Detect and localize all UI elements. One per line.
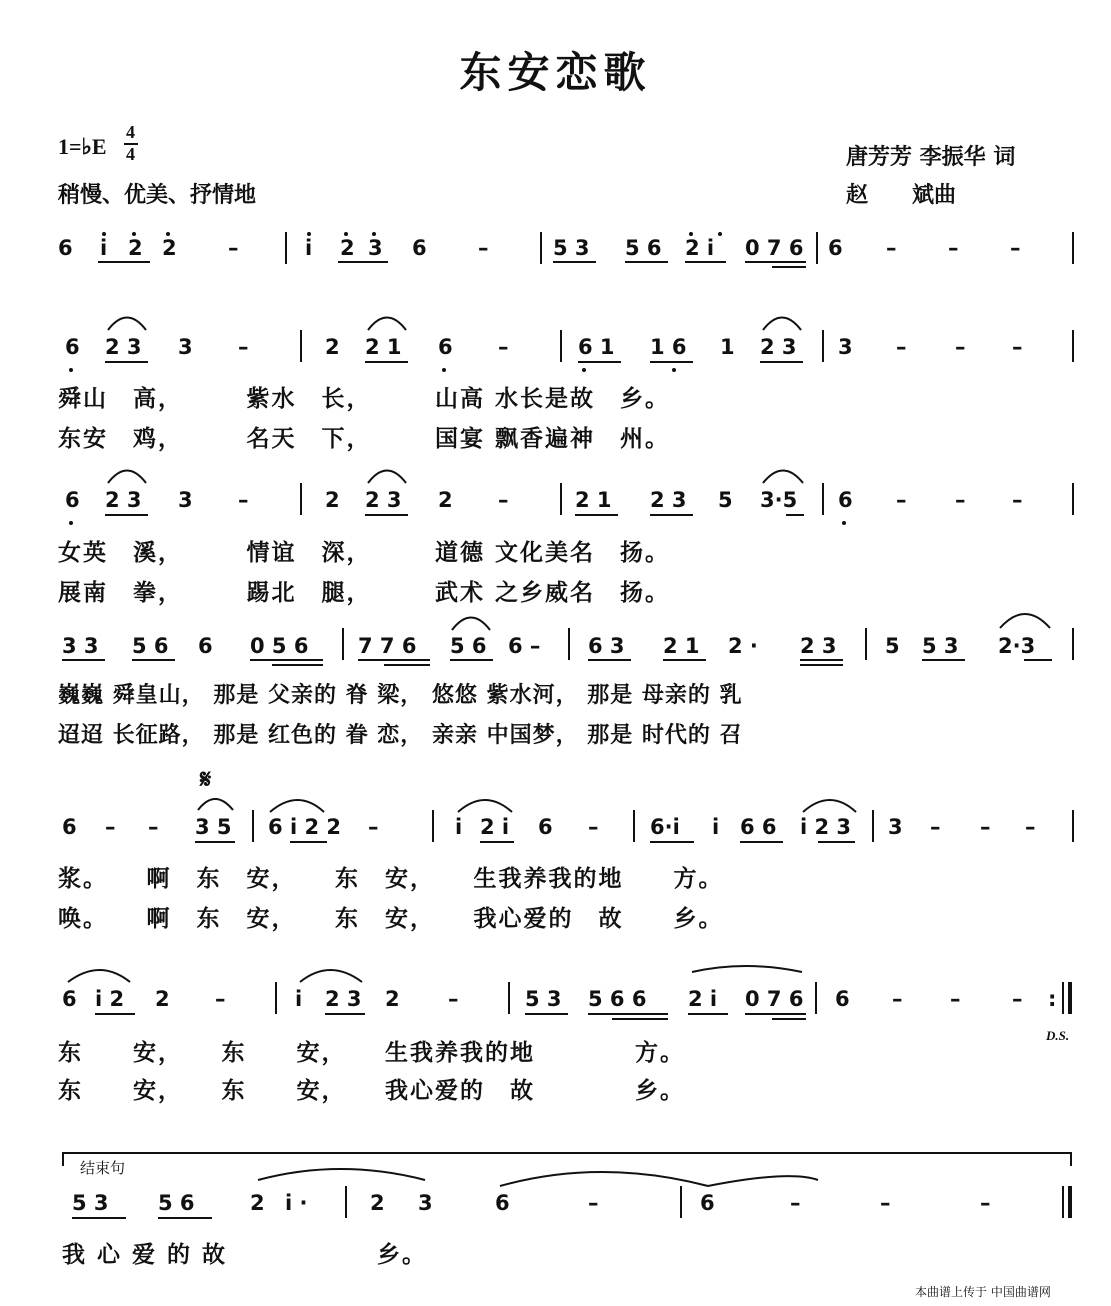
svg-text:i ·: i · <box>285 1191 308 1215</box>
svg-text:i: i <box>100 236 108 260</box>
barline <box>680 1186 682 1218</box>
svg-text:0 7 6: 0 7 6 <box>745 987 804 1011</box>
octave-dots-line-2 <box>69 368 676 372</box>
barline <box>633 810 635 842</box>
barline <box>1072 628 1074 660</box>
svg-text:–: – <box>930 815 941 839</box>
svg-text:–: – <box>1010 236 1021 260</box>
svg-text:6·i: 6·i <box>650 815 680 839</box>
barline <box>872 810 874 842</box>
svg-text:2·3: 2·3 <box>998 634 1036 658</box>
barline <box>275 982 277 1014</box>
lyric-line-5-verse-1: 浆。 啊 东 安， 东 安， 生我养我的地 方。 <box>58 866 724 892</box>
composer-credit: 赵 斌曲 <box>846 183 957 208</box>
lyric-line-6-verse-2: 东 安， 东 安， 我心爱的 故 乡。 <box>58 1078 685 1104</box>
time-signature-bottom: 4 <box>126 144 135 164</box>
svg-text:5 3: 5 3 <box>525 987 562 1011</box>
barline <box>300 330 302 362</box>
repeat-barline-thin <box>1062 982 1064 1014</box>
svg-text:–: – <box>1012 987 1023 1011</box>
svg-text:–: – <box>498 335 509 359</box>
barline <box>1072 330 1074 362</box>
octave-dots-line-3 <box>69 521 846 525</box>
svg-text:–: – <box>790 1191 801 1215</box>
barline <box>865 628 867 660</box>
svg-text:3: 3 <box>418 1191 433 1215</box>
svg-text:3: 3 <box>888 815 903 839</box>
svg-text:6 6: 6 6 <box>740 815 777 839</box>
svg-text:6: 6 <box>268 815 283 839</box>
svg-text:3: 3 <box>838 335 853 359</box>
svg-text:–: – <box>448 987 459 1011</box>
svg-text:5 6: 5 6 <box>158 1191 195 1215</box>
svg-text:–: – <box>1012 335 1023 359</box>
svg-text:2 3: 2 3 <box>105 335 142 359</box>
svg-text:6 1: 6 1 <box>578 335 615 359</box>
svg-text:2 3: 2 3 <box>760 335 797 359</box>
svg-text:3: 3 <box>178 335 193 359</box>
svg-text:2 i: 2 i <box>688 987 718 1011</box>
svg-text:–: – <box>892 987 903 1011</box>
svg-text:–: – <box>215 987 226 1011</box>
segno-mark: 𝄋 <box>200 765 212 795</box>
svg-text:i: i <box>712 815 720 839</box>
svg-text:2: 2 <box>438 488 453 512</box>
svg-text:0 7 6: 0 7 6 <box>745 236 804 260</box>
repeat-barline-thick <box>1068 982 1072 1014</box>
svg-text:2 i: 2 i <box>685 236 715 260</box>
ending-bracket-top <box>62 1152 1072 1154</box>
svg-text:5 6: 5 6 <box>625 236 662 260</box>
barline <box>560 330 562 362</box>
lyric-line-7: 我 心 爱 的 故 乡。 <box>62 1242 428 1268</box>
svg-text:–: – <box>886 236 897 260</box>
svg-text:2: 2 <box>155 987 170 1011</box>
svg-text:2: 2 <box>385 987 400 1011</box>
svg-text:–: – <box>105 815 116 839</box>
svg-text:5 6: 5 6 <box>132 634 169 658</box>
barline <box>540 232 542 264</box>
svg-text:6: 6 <box>65 335 80 359</box>
svg-text:2: 2 <box>325 488 340 512</box>
svg-text:–: – <box>950 987 961 1011</box>
svg-text::: : <box>1048 987 1057 1011</box>
svg-text:5 6: 5 6 <box>450 634 487 658</box>
barline <box>1072 483 1074 515</box>
svg-text:5 3: 5 3 <box>72 1191 109 1215</box>
lyric-line-3-verse-1: 女英 溪， 情谊 深， 道德 文化美名 扬。 <box>58 540 671 566</box>
svg-text:2 3: 2 3 <box>365 488 402 512</box>
barline <box>822 330 824 362</box>
svg-text:–: – <box>238 335 249 359</box>
svg-text:2 3: 2 3 <box>325 987 362 1011</box>
lyric-line-6-verse-1: 东 安， 东 安， 生我养我的地 方。 <box>58 1040 685 1066</box>
barline <box>1072 232 1074 264</box>
svg-text:2 3: 2 3 <box>105 488 142 512</box>
svg-text:0 5 6: 0 5 6 <box>250 634 309 658</box>
svg-text:–: – <box>896 335 907 359</box>
barline <box>345 1186 347 1218</box>
time-signature-top: 4 <box>126 122 135 142</box>
footer-credit: 本曲谱上传于 中国曲谱网 <box>915 1285 1051 1299</box>
svg-text:i: i <box>305 236 313 260</box>
svg-text:–: – <box>980 1191 991 1215</box>
underlines-line-2 <box>105 318 803 363</box>
svg-text:–: – <box>948 236 959 260</box>
staff-line-2 <box>65 335 1023 359</box>
svg-text:2: 2 <box>370 1191 385 1215</box>
svg-text:–: – <box>980 815 991 839</box>
svg-text:7 7 6: 7 7 6 <box>358 634 417 658</box>
svg-text:3: 3 <box>368 236 383 260</box>
svg-text:2 i: 2 i <box>480 815 510 839</box>
final-barline-thick <box>1068 1186 1072 1218</box>
svg-text:6: 6 <box>62 987 77 1011</box>
barline <box>252 810 254 842</box>
svg-text:6: 6 <box>62 815 77 839</box>
underlines-line-1 <box>98 262 806 267</box>
ending-bracket-left <box>62 1152 64 1166</box>
svg-text:–: – <box>478 236 489 260</box>
barline <box>816 232 818 264</box>
svg-text:6: 6 <box>198 634 213 658</box>
svg-text:i: i <box>455 815 463 839</box>
svg-text:6: 6 <box>538 815 553 839</box>
svg-text:2 3: 2 3 <box>650 488 687 512</box>
svg-text:2 1: 2 1 <box>365 335 402 359</box>
svg-text:5 6 6: 5 6 6 <box>588 987 647 1011</box>
svg-text:1: 1 <box>720 335 735 359</box>
underlines-line-3 <box>105 471 804 516</box>
barline <box>432 810 434 842</box>
barline <box>342 628 344 660</box>
staff-line-3 <box>65 488 1023 512</box>
svg-text:2: 2 <box>250 1191 265 1215</box>
barline <box>815 982 817 1014</box>
svg-text:6: 6 <box>58 236 73 260</box>
svg-text:3·5: 3·5 <box>760 488 798 512</box>
svg-text:6: 6 <box>495 1191 510 1215</box>
svg-text:–: – <box>955 488 966 512</box>
svg-text:6: 6 <box>835 987 850 1011</box>
svg-text:–: – <box>896 488 907 512</box>
svg-text:5: 5 <box>718 488 733 512</box>
svg-text:3: 3 <box>178 488 193 512</box>
final-barline-thin <box>1062 1186 1064 1218</box>
staff-line-6 <box>62 987 1056 1011</box>
svg-text:6: 6 <box>828 236 843 260</box>
svg-text:–: – <box>1025 815 1036 839</box>
ending-label: 结束句 <box>80 1159 126 1177</box>
svg-text:6: 6 <box>412 236 427 260</box>
barline <box>1072 810 1074 842</box>
svg-text:1 6: 1 6 <box>650 335 687 359</box>
svg-text:–: – <box>880 1191 891 1215</box>
svg-text:–: – <box>228 236 239 260</box>
svg-text:3 3: 3 3 <box>62 634 99 658</box>
svg-text:2: 2 <box>128 236 143 260</box>
key-signature: 1=♭E <box>58 134 107 159</box>
svg-text:5 3: 5 3 <box>922 634 959 658</box>
barline <box>508 982 510 1014</box>
svg-text:–: – <box>498 488 509 512</box>
svg-text:6: 6 <box>65 488 80 512</box>
svg-text:–: – <box>1012 488 1023 512</box>
svg-text:–: – <box>238 488 249 512</box>
song-title: 东安恋歌 <box>459 48 652 97</box>
svg-text:2 1: 2 1 <box>663 634 700 658</box>
barline <box>560 483 562 515</box>
barline <box>285 232 287 264</box>
svg-text:–: – <box>148 815 159 839</box>
svg-text:6: 6 <box>700 1191 715 1215</box>
barline <box>568 628 570 660</box>
svg-text:2: 2 <box>325 335 340 359</box>
svg-text:–: – <box>955 335 966 359</box>
staff-line-4 <box>62 634 1035 658</box>
svg-text:2: 2 <box>162 236 177 260</box>
lyric-line-4-verse-2: 迢迢 长征路， 那是 红色的 眷 恋， 亲亲 中国梦， 那是 时代的 召 <box>58 723 743 748</box>
svg-text:i 2 2: i 2 2 <box>290 815 342 839</box>
svg-text:3 5: 3 5 <box>195 815 232 839</box>
svg-text:–: – <box>368 815 379 839</box>
tempo-marking: 稍慢、优美、抒情地 <box>58 183 257 208</box>
svg-text:i 2 3: i 2 3 <box>800 815 852 839</box>
lyric-line-2-verse-2: 东安 鸡， 名天 下， 国宴 飘香遍神 州。 <box>58 426 671 452</box>
ending-bracket-right <box>1070 1152 1072 1166</box>
ds-mark: D.S. <box>1046 1028 1070 1043</box>
lyric-line-5-verse-2: 唤。 啊 东 安， 东 安， 我心爱的 故 乡。 <box>58 906 724 932</box>
svg-text:2 ·: 2 · <box>728 634 758 658</box>
lyric-line-3-verse-2: 展南 拳， 踢北 腿， 武术 之乡威名 扬。 <box>58 580 671 606</box>
svg-text:6: 6 <box>838 488 853 512</box>
svg-text:2 1: 2 1 <box>575 488 612 512</box>
svg-text:i 2: i 2 <box>95 987 125 1011</box>
barline <box>822 483 824 515</box>
svg-text:2 3: 2 3 <box>800 634 837 658</box>
svg-text:–: – <box>588 815 599 839</box>
staff-line-7 <box>72 1191 991 1215</box>
lyricist-credit: 唐芳芳 李振华 词 <box>846 145 1016 170</box>
staff-line-5 <box>62 815 1036 839</box>
svg-text:5: 5 <box>885 634 900 658</box>
svg-text:i: i <box>295 987 303 1011</box>
lyric-line-4-verse-1: 巍巍 舜皇山， 那是 父亲的 脊 梁， 悠悠 紫水河， 那是 母亲的 乳 <box>58 683 743 708</box>
svg-text:6 3: 6 3 <box>588 634 625 658</box>
svg-text:6: 6 <box>438 335 453 359</box>
barline <box>300 483 302 515</box>
svg-text:2: 2 <box>340 236 355 260</box>
svg-text:5 3: 5 3 <box>553 236 590 260</box>
lyric-line-2-verse-1: 舜山 高， 紫水 长， 山高 水长是故 乡。 <box>58 386 671 412</box>
svg-text:6 –: 6 – <box>508 634 541 658</box>
svg-text:–: – <box>588 1191 599 1215</box>
